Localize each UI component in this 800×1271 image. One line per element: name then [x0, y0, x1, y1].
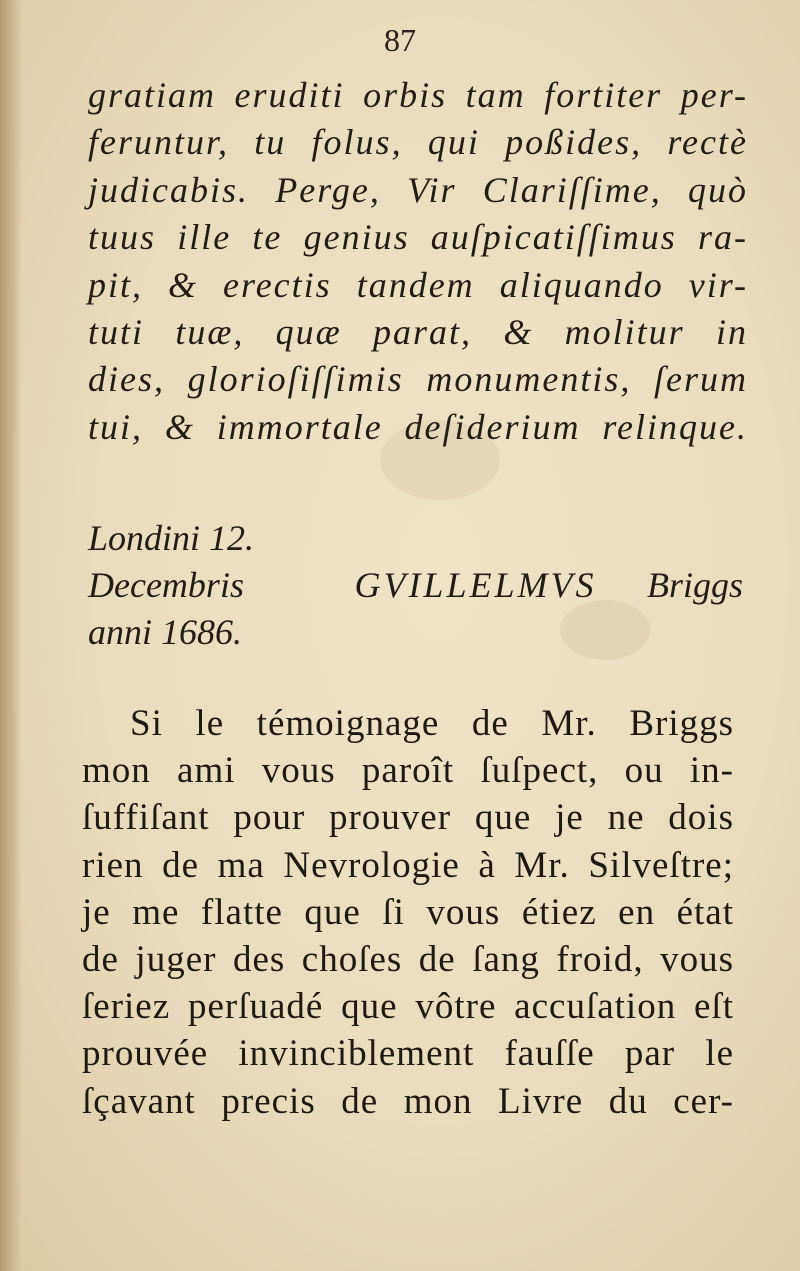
text-line: tuti tuæ, quæ parat, & molitur in	[88, 312, 748, 353]
text-line: feruntur, tu folus, qui poßides, rectè	[88, 122, 748, 163]
signature-surname: Briggs	[646, 565, 743, 605]
text-line: tui, & immortale deſiderium relinque.	[88, 406, 748, 447]
signature-year: anni 1686.	[88, 612, 243, 652]
signature-name: GVILLELMVS	[354, 565, 597, 605]
french-paragraph	[82, 700, 734, 1125]
signature-place: Londini 12.	[88, 518, 255, 558]
text-line: rien de ma Nevrologie à Mr. Silveſtre;	[82, 844, 734, 886]
text-line: dies, glorioſiſſimis monumentis, ſerum	[88, 359, 748, 400]
signature-place-row	[88, 515, 743, 562]
page-gutter-shadow	[0, 0, 22, 1271]
text-line: gratiam eruditi orbis tam fortiter per-	[88, 75, 748, 115]
signature-month: Decembris	[88, 565, 244, 605]
text-line: je me flatte que ſi vous étiez en état	[82, 891, 734, 933]
text-line: tuus ille te genius auſpicatiſſimus ra-	[88, 217, 748, 258]
text-line: mon ami vous paroît ſuſpect, ou in-	[82, 750, 734, 792]
text-line: judicabis. Perge, Vir Clariſſime, quò	[88, 169, 748, 210]
text-line: prouvée invinciblement fauſſe par le	[82, 1033, 734, 1075]
text-line: ſuffiſant pour prouver que je ne dois	[82, 797, 734, 839]
signature-name-row	[88, 562, 743, 609]
signature-year-row	[88, 609, 743, 656]
text-line: pit, & erectis tandem aliquando vir-	[88, 264, 748, 305]
page-number: 87	[384, 22, 416, 58]
text-line: de juger des choſes de ſang froid, vous	[82, 939, 734, 981]
signature-block	[88, 515, 743, 656]
latin-paragraph	[88, 72, 748, 451]
text-line: ſçavant precis de mon Livre du cer-	[82, 1080, 734, 1122]
text-line: ſeriez perſuadé que vôtre accuſation eſt	[82, 986, 734, 1028]
text-line: Si le témoignage de Mr. Briggs	[130, 703, 734, 744]
